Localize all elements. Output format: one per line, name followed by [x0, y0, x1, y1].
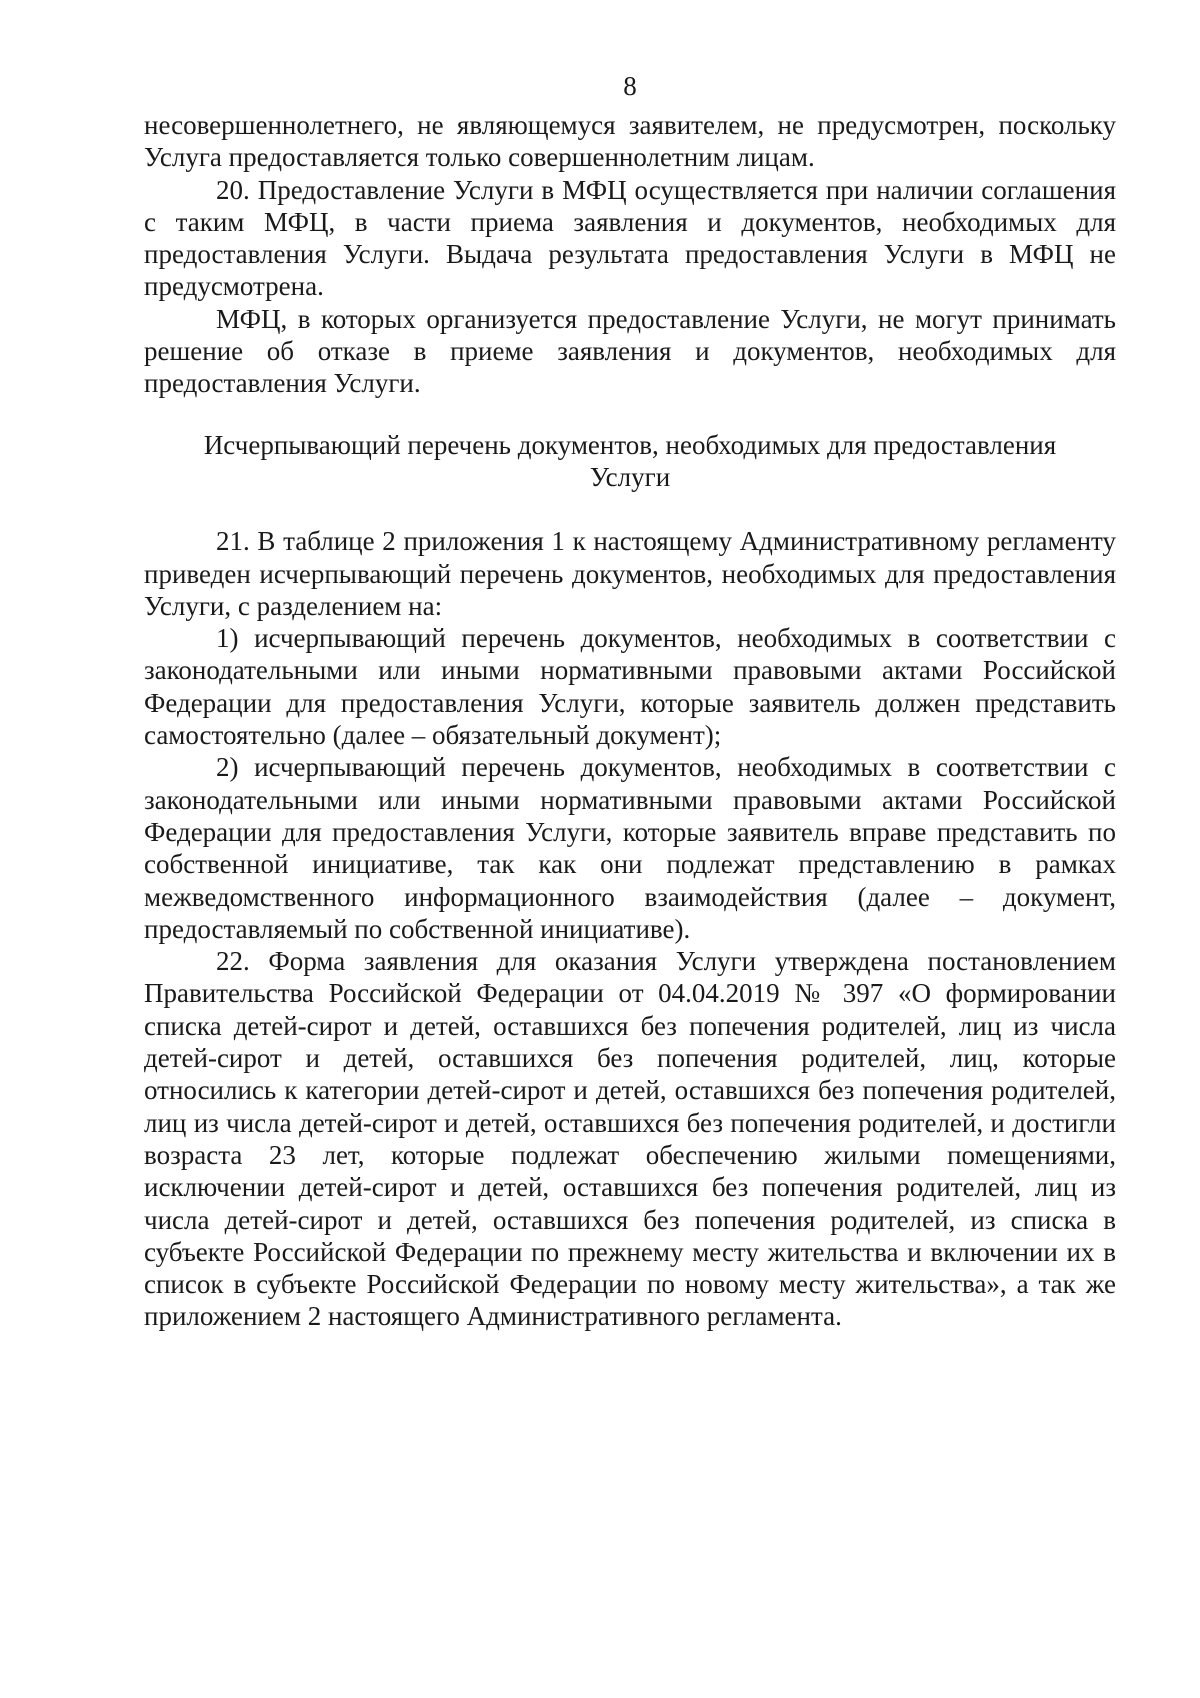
bottom-paragraphs — [144, 525, 1116, 1332]
page-number: 8 — [623, 71, 637, 101]
section-heading-line-2: Услуги — [589, 461, 671, 492]
paragraph-20: 20. Предоставление Услуги в МФЦ осуществляется при наличии соглашения с таким МФЦ, в части приема заявления и документов, необходимых для предоставления Услуги. Выдача результата предоставления Услуги в МФЦ не предусмотрена. — [144, 174, 1116, 302]
section-heading — [144, 429, 1116, 494]
paragraph-mfc: МФЦ, в которых организуется предоставление Услуги, не могут принимать решение об отказе в приеме заявления и документов, необходимых для предоставления Услуги. — [144, 303, 1116, 399]
paragraph-22: 22. Форма заявления для оказания Услуги утверждена постановлением Правительства Российской Федерации от 04.04.2019 № 397 «О формировании списка детей-сирот и детей, оставшихся без попечения родителей, лиц из числа детей-сирот и детей, оставшихся без попечения родителей, лиц, которые относились к категории детей-сирот и детей, оставшихся без попечения родителей, лиц из числа детей-сирот и детей, оставшихся без попечения родителей, и достигли возраста 23 лет, которые подлежат обеспечению жилыми помещениями, исключении детей-сирот и детей, оставшихся без попечения родителей, лиц из числа детей-сирот и детей, оставшихся без попечения родителей, из списка в субъекте Российской Федерации по прежнему месту жительства и включении их в список в субъекте Российской Федерации по новому месту жительства», а так же приложением 2 настоящего Административного регламента. — [144, 946, 1116, 1332]
document-page — [144, 70, 1116, 1333]
list-item-1: 1) исчерпывающий перечень документов, необходимых в соответствии с законодательными или иными нормативными правовыми актами Российской Федерации для предоставления Услуги, которые заявитель должен представить самостоятельно (далее – обязательный документ); — [144, 623, 1116, 751]
top-paragraphs — [144, 109, 1116, 400]
paragraph-continuation: несовершеннолетнего, не являющемуся заявителем, не предусмотрен, поскольку Услуга предоставляется только совершеннолетним лицам. — [144, 110, 1116, 173]
list-item-2: 2) исчерпывающий перечень документов, необходимых в соответствии с законодательными или иными нормативными правовыми актами Российской Федерации для предоставления Услуги, которые заявитель вправе представить по собственной инициативе, так как они подлежат представлению в рамках межведомственного информационного взаимодействия (далее – документ, предоставляемый по собственной инициативе). — [144, 752, 1116, 944]
paragraph-21: 21. В таблице 2 приложения 1 к настоящему Административному регламенту приведен исчерпывающий перечень документов, необходимых для предоставления Услуги, с разделением на: — [144, 526, 1116, 621]
section-heading-line-1: Исчерпывающий перечень документов, необходимых для предоставления — [203, 429, 1057, 460]
